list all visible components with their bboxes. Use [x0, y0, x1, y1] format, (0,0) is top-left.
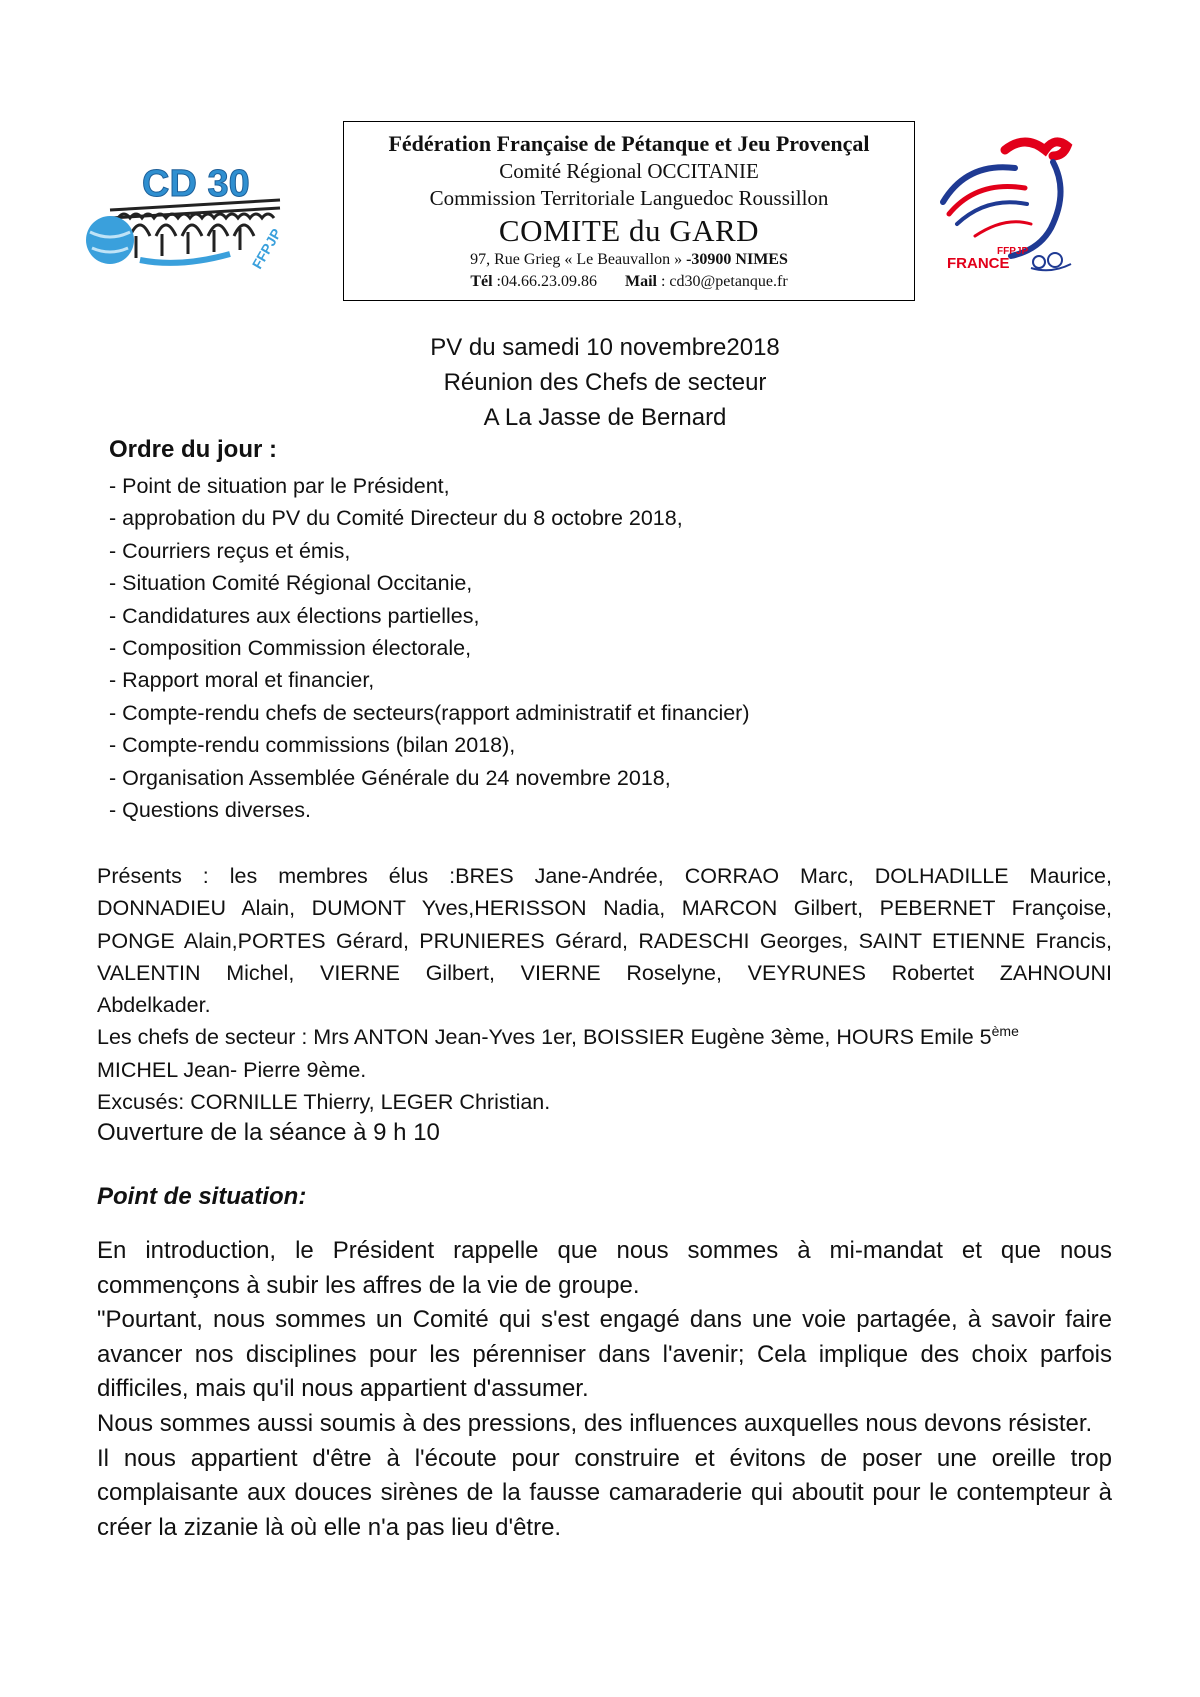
address	[344, 252, 914, 268]
regional-committee: Comité Régional OCCITANIE	[499, 159, 759, 183]
agenda-item: - Compte-rendu chefs de secteurs(rapport administratif et financier)	[109, 700, 750, 725]
situation-paragraph: En introduction, le Président rappelle que nous sommes à mi-mandat et que nous commençons à subir les affres de la vie de groupe.	[97, 1237, 1112, 1299]
presents-last-line: Abdelkader.	[97, 993, 211, 1018]
agenda-item: - Questions diverses.	[109, 798, 311, 823]
attendance-section	[97, 860, 1112, 1118]
rooster-icon	[943, 142, 1067, 256]
situation-paragraph: Il nous appartient d'être à l'écoute pour construire et évitons de poser une oreille trop complaisante aux douces sirènes de la fausse camaraderie qui aboutit pour le contempteur à créer la zizanie là où elle n'a pas lieu d'être.	[97, 1444, 1112, 1541]
title-line-3: A La Jasse de Bernard	[483, 404, 727, 431]
cd30-logo-text: CD 30	[142, 163, 250, 205]
situation-body	[97, 1234, 1112, 1545]
chefs-text: Les chefs de secteur : Mrs ANTON Jean-Yves 1er, BOISSIER Eugène 3ème, HOURS Emile 5	[97, 1025, 992, 1050]
title-line-1: PV du samedi 10 novembre2018	[430, 334, 780, 361]
agenda-list	[109, 470, 1124, 826]
comite-name: COMITE du GARD	[498, 213, 760, 248]
ffpjp-logo	[935, 132, 1085, 280]
presents-line: Présents : les membres élus :BRES Jane-Andrée, CORRAO Marc, DOLHADILLE Maurice,	[97, 864, 1112, 888]
agenda-item: - Compte-rendu commissions (bilan 2018),	[109, 733, 516, 758]
chefs-line	[97, 1021, 1112, 1053]
territorial-commission: Commission Territoriale Languedoc Roussillon	[429, 186, 829, 210]
title-line-2: Réunion des Chefs de secteur	[443, 369, 767, 396]
address-street: 97, Rue Grieg « Le Beauvallon »	[470, 251, 687, 268]
ffpjp-logo-text: FFPJP	[997, 246, 1029, 257]
presents-line: DONNADIEU Alain, DUMONT Yves,HERISSON Nadia, MARCON Gilbert, PEBERNET Françoise,	[97, 896, 1112, 921]
agenda-item: - Candidatures aux élections partielles,	[109, 603, 480, 628]
excuses-line: Excusés: CORNILLE Thierry, LEGER Christian.	[97, 1090, 551, 1115]
aqueduct-icon	[110, 200, 280, 258]
agenda-item: - approbation du PV du Comité Directeur du 8 octobre 2018,	[109, 506, 683, 531]
presents-line: VALENTIN Michel, VIERNE Gilbert, VIERNE Roselyne, VEYRUNES Robertet ZAHNOUNI	[97, 960, 1112, 985]
contact-line	[344, 274, 914, 290]
mail-value: : cd30@petanque.fr	[656, 273, 788, 290]
chefs-line-2: MICHEL Jean- Pierre 9ème.	[97, 1057, 367, 1082]
boules-icon	[1031, 253, 1071, 270]
cd30-logo	[80, 148, 290, 278]
ffpjp-logo-sub: FRANCE	[947, 255, 1010, 272]
tel-value: :04.66.23.09.86	[492, 273, 597, 290]
chefs-superscript: ème	[991, 1023, 1019, 1040]
situation-paragraph: "Pourtant, nous sommes un Comité qui s'est engagé dans une voie partagée, à savoir faire avancer nos disciplines pour les pérenniser dans l'avenir; Cela implique des choix parfois difficiles, mais qu'il nous appartient d'assumer.	[97, 1306, 1112, 1403]
address-city: -30900 NIMES	[686, 251, 788, 268]
presents-line: PONGE Alain,PORTES Gérard, PRUNIERES Gérard, RADESCHI Georges, SAINT ETIENNE Francis,	[97, 928, 1112, 953]
mail-label: Mail	[624, 273, 657, 290]
ball-icon	[86, 216, 134, 264]
agenda-item: - Courriers reçus et émis,	[109, 538, 351, 563]
agenda-item: - Organisation Assemblée Générale du 24 novembre 2018,	[109, 765, 671, 790]
opening-line: Ouverture de la séance à 9 h 10	[97, 1119, 440, 1146]
header-box	[343, 121, 915, 301]
cd30-logo-sub: FFPJP	[248, 225, 285, 272]
agenda-item: - Composition Commission électorale,	[109, 636, 472, 661]
federation-name: Fédération Française de Pétanque et Jeu Provençal	[388, 131, 870, 156]
document-title	[0, 330, 1200, 435]
agenda-item: - Situation Comité Régional Occitanie,	[109, 571, 473, 596]
agenda-item: - Rapport moral et financier,	[109, 668, 375, 693]
tel-label: Tél	[470, 273, 493, 290]
agenda-heading: Ordre du jour :	[109, 436, 277, 463]
situation-heading: Point de situation:	[97, 1183, 307, 1210]
situation-paragraph: Nous sommes aussi soumis à des pressions, des influences auxquelles nous devons résister.	[97, 1409, 1093, 1437]
agenda-item: - Point de situation par le Président,	[109, 474, 450, 498]
